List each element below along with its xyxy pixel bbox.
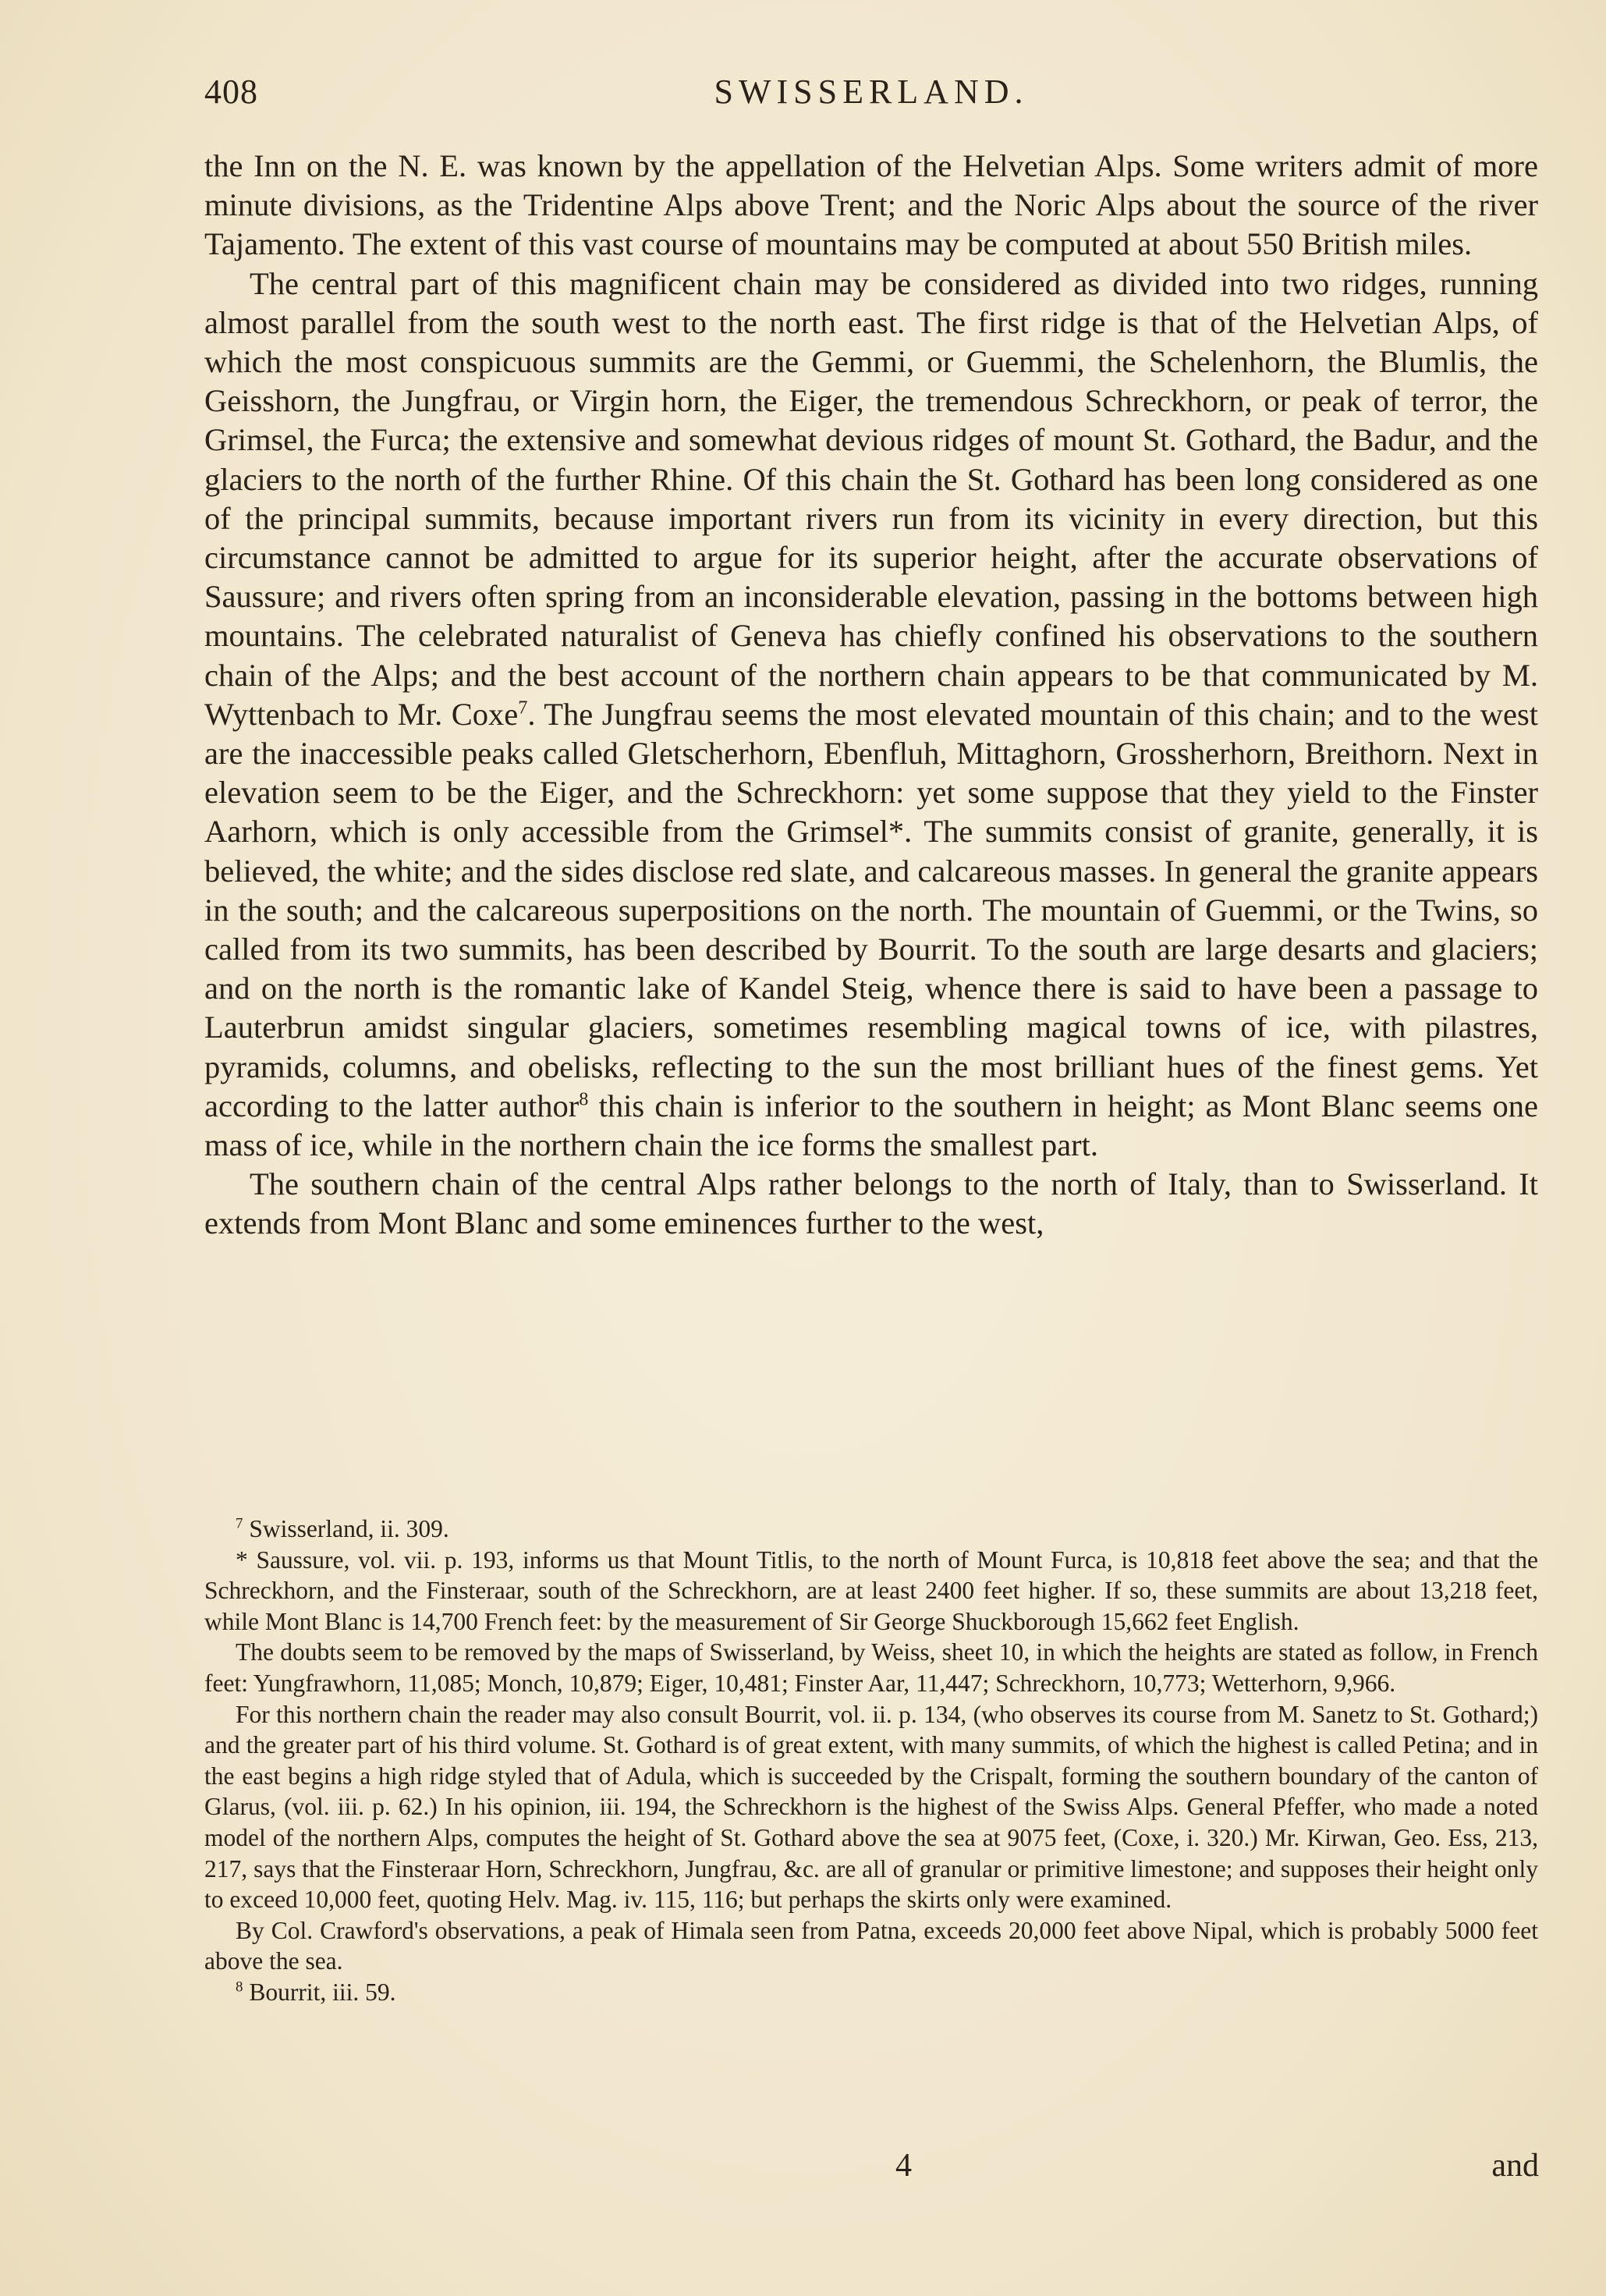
footnotes	[204, 1514, 1538, 2008]
paragraph-2-part-a: The central part of this magnificent chain may be considered as divided into two ridges, running almost parallel from the south west to the north east. The first ridge is that of the Helvetian Alps, of which the most conspicuous summits are the Gemmi, or Guemmi, the Schelenhorn, the Blumlis, the Geisshorn, the Jungfrau, or Virgin horn, the Eiger, the tremendous Schreckhorn, or peak of terror, the Grimsel, the Furca; the extensive and somewhat devious ridges of mount St. Gothard, the Badur, and the glaciers to the north of the further Rhine. Of this chain the St. Gothard has been long considered as one of the principal summits, because important rivers run from its vicinity in every direction, but this circumstance cannot be admitted to argue for its superior height, after the accurate observations of Saussure; and rivers often spring from an inconsiderable elevation, passing in the bottoms between high mountains. The celebrated naturalist of Geneva has chiefly confined his observations to the southern chain of the Alps; and the best account of the northern chain appears to be that communicated by M. Wyttenbach to Mr. Coxe	[204, 265, 1538, 732]
footnote-7	[204, 1514, 1538, 1545]
footnote-star-4: By Col. Crawford's observations, a peak of Himala seen from Patna, exceeds 20,000 feet above Nipal, which is probably 5000 feet above the sea.	[204, 1916, 1538, 1975]
main-text	[204, 147, 1538, 1244]
footnote-8-mark: 8	[236, 1978, 243, 1996]
running-head: SWISSERLAND.	[714, 73, 1029, 111]
footnote-ref-8: 8	[579, 1088, 589, 1110]
page-number: 408	[204, 73, 258, 111]
footnote-star-2: The doubts seem to be removed by the maps of Swisserland, by Weiss, sheet 10, in which the heights are stated as follow, in French feet: Yungfrawhorn, 11,085; Monch, 10,879; Eiger, 10,481; Finster Aar, 11,447; Schreckhorn, 10,773; Wetterhorn, 9,966.	[204, 1638, 1538, 1697]
footnote-8	[204, 1977, 1538, 2008]
footnote-7-text: Swisserland, ii. 309.	[243, 1515, 449, 1542]
paragraph-3: The southern chain of the central Alps rather belongs to the north of Italy, than to Swisserland. It extends from Mont Blanc and some eminences further to the west,	[204, 1166, 1538, 1241]
printer-signature: 4	[895, 2148, 912, 2184]
paragraph-2-part-c: this chain is inferior to the southern in height; as Mont Blanc seems one mass of ice, while in the northern chain the ice forms the smallest part.	[204, 1088, 1538, 1163]
footnote-star-1: * Saussure, vol. vii. p. 193, informs us that Mount Titlis, to the north of Mount Furca, is 10,818 feet above the sea; and that the Schreckhorn, and the Finsteraar, south of the Schreckhorn, are at least 2400 feet higher. If so, these summits are about 13,218 feet, while Mont Blanc is 14,700 French feet: by the measurement of Sir George Shuckborough 15,662 feet English.	[204, 1545, 1538, 1635]
footnote-8-text: Bourrit, iii. 59.	[243, 1978, 396, 2006]
catchword: and	[1491, 2148, 1539, 2184]
paragraph-1: the Inn on the N. E. was known by the appellation of the Helvetian Alps. Some writers admit of more minute divisions, as the Tridentine Alps above Trent; and the Noric Alps about the source of the river Tajamento. The extent of this vast course of mountains may be computed at about 550 British miles.	[204, 148, 1538, 262]
footnote-7-mark: 7	[236, 1515, 243, 1532]
paragraph-2	[204, 264, 1538, 1166]
paragraph-2-part-b: . The Jungfrau seems the most elevated mountain of this chain; and to the west are the inaccessible peaks called Gletscherhorn, Ebenfluh, Mittaghorn, Grossherhorn, Breithorn. Next in elevation seem to be the Eiger, and the Schreckhorn: yet some suppose that they yield to the Finster Aarhorn, which is only accessible from the Grimsel*. The summits consist of granite, generally, it is believed, the white; and the sides disclose red slate, and calcareous masses. In general the granite appears in the south; and the calcareous superpositions on the north. The mountain of Guemmi, or the Twins, so called from its two summits, has been described by Bourrit. To the south are large desarts and glaciers; and on the north is the romantic lake of Kandel Steig, whence there is said to have been a passage to Lauterbrun amidst singular glaciers, sometimes resembling magical towns of ice, with pilastres, pyramids, columns, and obelisks, reflecting to the sun the most brilliant hues of the finest gems. Yet according to the latter author	[204, 696, 1538, 1123]
page-header	[204, 72, 1538, 119]
footnote-star-3: For this northern chain the reader may also consult Bourrit, vol. ii. p. 134, (who observes its course from M. Sanetz to St. Gothard;) and the greater part of his third volume. St. Gothard is of great extent, with many summits, of which the highest is called Petina; and in the east begins a high ridge styled that of Adula, which is succeeded by the Crispalt, forming the southern boundary of the canton of Glarus, (vol. iii. p. 62.) In his opinion, iii. 194, the Schreckhorn is the highest of the Swiss Alps. General Pfeffer, who made a noted model of the northern Alps, computes the height of St. Gothard above the sea at 9075 feet, (Coxe, i. 320.) Mr. Kirwan, Geo. Ess, 213, 217, says that the Finsteraar Horn, Schreckhorn, Jungfrau, &c. are all of granular or primitive limestone; and supposes their height only to exceed 10,000 feet, quoting Helv. Mag. iv. 115, 116; but perhaps the skirts only were examined.	[204, 1700, 1538, 1914]
footnote-ref-7: 7	[518, 697, 528, 719]
